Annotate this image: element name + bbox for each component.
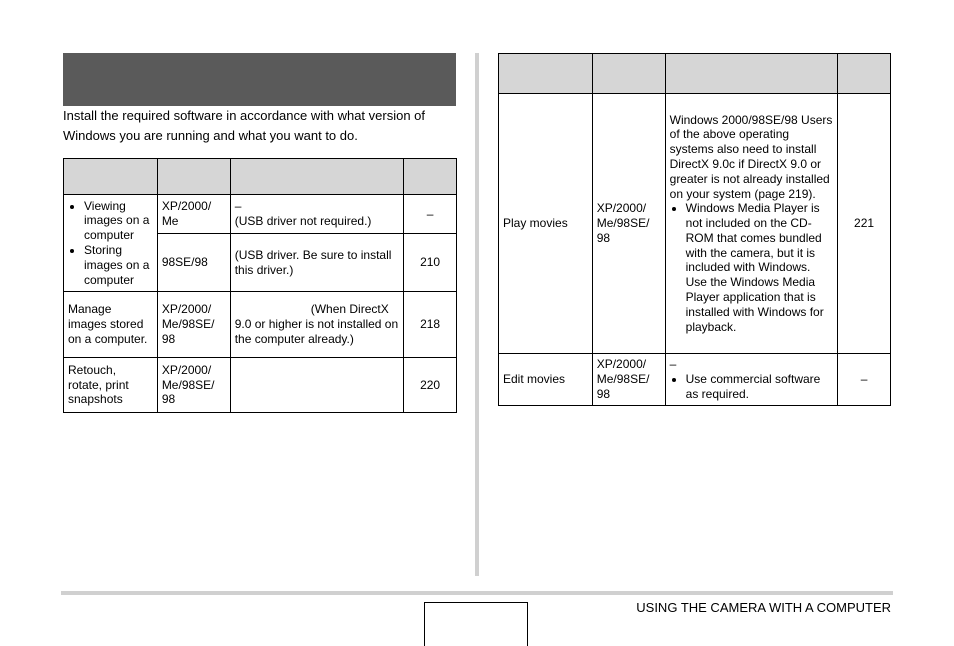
page-cell: – bbox=[404, 195, 457, 234]
header-cell-purpose bbox=[64, 159, 158, 195]
page-number-box bbox=[424, 602, 528, 646]
table-header-row bbox=[499, 54, 891, 94]
header-cell-software bbox=[230, 159, 404, 195]
list-item: • Use commercial software as required. bbox=[686, 372, 833, 402]
footer-section-title: USING THE CAMERA WITH A COMPUTER bbox=[636, 600, 891, 615]
list-item: • Viewing images on a computer bbox=[84, 199, 153, 243]
os-cell: XP/2000/ Me/98SE/ 98 bbox=[592, 354, 665, 406]
table-row bbox=[499, 354, 891, 406]
footer-rule bbox=[61, 591, 893, 595]
page-cell: 218 bbox=[404, 292, 457, 358]
table-row bbox=[499, 94, 891, 354]
table-header-row bbox=[64, 159, 457, 195]
software-list bbox=[670, 372, 833, 402]
software-text: Windows 2000/98SE/98 Users of the above operating systems also need to install DirectX 9.0c if DirectX 9.0 or greater is not already installed on your system (page 219). bbox=[669, 112, 833, 201]
intro-text: Install the required software in accordance with what version of Windows you are running and what you want to do. bbox=[63, 108, 426, 143]
software-note: (USB driver. Be sure to install this driver.) bbox=[234, 247, 392, 277]
software-cell bbox=[665, 354, 837, 406]
table-row bbox=[64, 358, 457, 413]
purpose-cell: Retouch, rotate, print snapshots bbox=[64, 358, 158, 413]
page-cell: 210 bbox=[404, 234, 457, 292]
list-item: • Windows Media Player is not included on the CD-ROM that comes bundled with the camera, but it is included with Windows. Use the Windows Media Player application that is installed with Windows for playback. bbox=[686, 201, 833, 334]
os-cell: XP/2000/ Me/98SE/ 98 bbox=[592, 94, 665, 354]
os-cell: XP/2000/ Me bbox=[157, 195, 230, 234]
column-divider bbox=[475, 53, 479, 576]
os-cell: XP/2000/ Me/98SE/ 98 bbox=[157, 292, 230, 358]
dash-text: – bbox=[234, 199, 242, 214]
software-table-right bbox=[498, 53, 891, 406]
purpose-cell: Play movies bbox=[499, 94, 593, 354]
os-cell: 98SE/98 bbox=[157, 234, 230, 292]
os-cell: XP/2000/ Me/98SE/ 98 bbox=[157, 358, 230, 413]
software-cell bbox=[230, 234, 404, 292]
section-header-band bbox=[63, 53, 456, 106]
header-cell-page bbox=[404, 159, 457, 195]
purpose-cell: Manage images stored on a computer. bbox=[64, 292, 158, 358]
page-cell: 220 bbox=[404, 358, 457, 413]
software-cell bbox=[230, 358, 404, 413]
purpose-cell bbox=[64, 195, 158, 292]
page-cell: – bbox=[838, 354, 891, 406]
software-table-left bbox=[63, 158, 457, 413]
header-cell-os bbox=[157, 159, 230, 195]
list-item: • Storing images on a computer bbox=[84, 243, 153, 287]
table-row bbox=[64, 292, 457, 358]
software-note: (When DirectX 9.0 or higher is not installed on the computer already.) bbox=[234, 302, 399, 346]
purpose-list bbox=[68, 199, 153, 288]
software-cell bbox=[230, 195, 404, 234]
software-note: (USB driver not required.) bbox=[234, 214, 372, 228]
table-row bbox=[64, 195, 457, 234]
dash-text: – bbox=[669, 357, 677, 372]
software-list bbox=[670, 201, 833, 334]
header-cell-purpose bbox=[499, 54, 593, 94]
purpose-cell: Edit movies bbox=[499, 354, 593, 406]
header-cell-os bbox=[592, 54, 665, 94]
header-cell-software bbox=[665, 54, 837, 94]
page-cell: 221 bbox=[838, 94, 891, 354]
header-cell-page bbox=[838, 54, 891, 94]
software-cell bbox=[230, 292, 404, 358]
software-cell bbox=[665, 94, 837, 354]
